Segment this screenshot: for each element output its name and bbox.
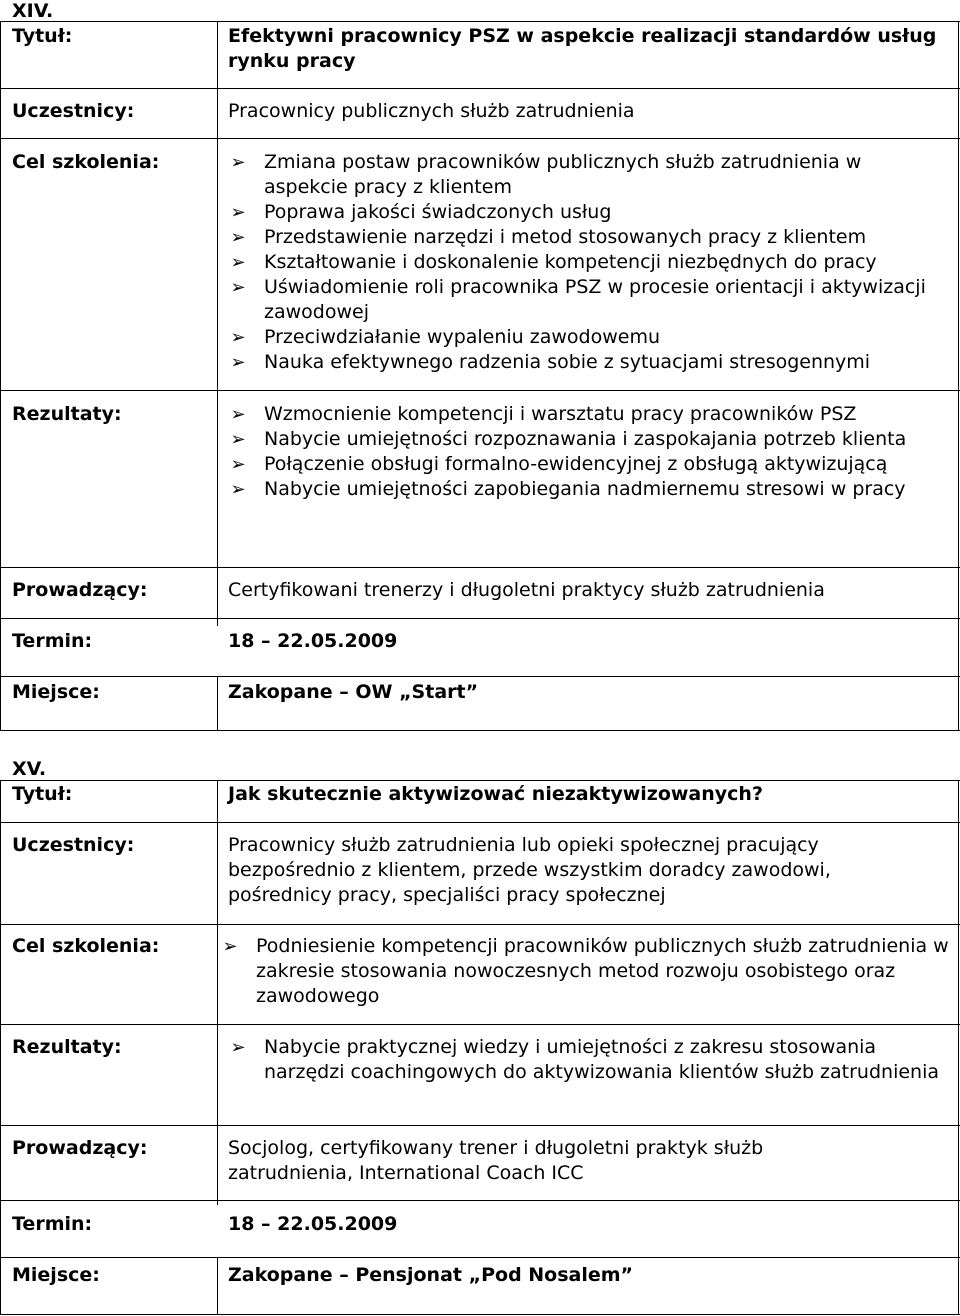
label-title: Tytuł: <box>12 783 73 805</box>
participants-text: Pracownicy publicznych służb zatrudnienia <box>228 100 635 122</box>
label-participants: Uczestnicy: <box>12 100 135 122</box>
section-number: XIV. <box>12 0 54 22</box>
arrow-bullet-icon: ➢ <box>230 404 246 425</box>
row-divider <box>0 567 960 568</box>
list-item-text: Podniesienie kompetencji pracowników publicznych służb zatrudnienia w zakresie stosowania nowoczesnych metod rozwoju osobistego oraz zawodowego <box>256 935 949 1007</box>
list-item <box>228 427 948 452</box>
training-title: Efektywni pracownicy PSZ w aspekcie realizacji standardów usług rynku pracy <box>228 25 937 72</box>
list-item <box>228 275 928 325</box>
label-date: Termin: <box>12 1213 93 1235</box>
list-item <box>228 350 928 375</box>
label-results: Rezultaty: <box>12 403 122 425</box>
participants-text: Pracownicy służb zatrudnienia lub opieki społecznej pracujący bezpośrednio z klientem, przede wszystkim doradcy zawodowi, pośrednicy pracy, specjaliści pracy społecznej <box>228 834 831 906</box>
label-trainer: Prowadzący: <box>12 579 148 601</box>
results-list <box>228 1035 948 1085</box>
goals-list <box>220 934 950 1009</box>
table-column-divider <box>217 1257 218 1314</box>
list-item <box>228 325 928 350</box>
list-item-text: Nauka efektywnego radzenia sobie z sytuacjami stresogennymi <box>264 351 871 373</box>
table-border-left <box>0 21 1 730</box>
list-item-text: Wzmocnienie kompetencji i warsztatu pracy pracowników PSZ <box>264 403 857 425</box>
list-item <box>228 250 928 275</box>
table-border-left <box>0 780 1 1314</box>
table-border-bottom <box>0 730 960 731</box>
row-divider <box>0 618 960 619</box>
results-list <box>228 402 948 502</box>
row-divider <box>0 88 960 89</box>
table-border-right <box>958 21 959 730</box>
trainer-text: Socjolog, certyfikowany trener i długoletni praktyk służb zatrudnienia, International Coach ICC <box>228 1137 764 1184</box>
row-divider <box>0 138 960 139</box>
list-item-text: Połączenie obsługi formalno-ewidencyjnej z obsługą aktywizującą <box>264 453 888 475</box>
table-border-right <box>958 780 959 1314</box>
row-divider <box>0 1257 960 1258</box>
list-item <box>228 1035 948 1085</box>
label-trainer: Prowadzący: <box>12 1137 148 1159</box>
table-column-divider <box>217 676 218 730</box>
table-border-top <box>0 780 960 781</box>
arrow-bullet-icon: ➢ <box>230 327 246 348</box>
list-item-text: Kształtowanie i doskonalenie kompetencji niezbędnych do pracy <box>264 251 877 273</box>
list-item-text: Przedstawienie narzędzi i metod stosowanych pracy z klientem <box>264 226 867 248</box>
training-title: Jak skutecznie aktywizować niezaktywizowanych? <box>228 783 763 805</box>
arrow-bullet-icon: ➢ <box>230 227 246 248</box>
date-text: 18 – 22.05.2009 <box>228 630 398 652</box>
arrow-bullet-icon: ➢ <box>230 252 246 273</box>
list-item-text: Poprawa jakości świadczonych usług <box>264 201 612 223</box>
list-item-text: Nabycie umiejętności rozpoznawania i zaspokajania potrzeb klienta <box>264 428 907 450</box>
label-results: Rezultaty: <box>12 1036 122 1058</box>
goals-list <box>228 150 928 375</box>
label-goal: Cel szkolenia: <box>12 935 160 957</box>
arrow-bullet-icon: ➢ <box>230 202 246 223</box>
place-text: Zakopane – Pensjonat „Pod Nosalem” <box>228 1264 634 1286</box>
arrow-bullet-icon: ➢ <box>230 454 246 475</box>
row-divider <box>0 1024 960 1025</box>
arrow-bullet-icon: ➢ <box>222 936 238 957</box>
label-date: Termin: <box>12 630 93 652</box>
arrow-bullet-icon: ➢ <box>230 277 246 298</box>
date-text: 18 – 22.05.2009 <box>228 1213 398 1235</box>
list-item <box>220 934 950 1009</box>
list-item <box>228 477 948 502</box>
label-title: Tytuł: <box>12 25 73 47</box>
label-place: Miejsce: <box>12 681 100 703</box>
place-text: Zakopane – OW „Start” <box>228 681 479 703</box>
arrow-bullet-icon: ➢ <box>230 1037 246 1058</box>
row-divider <box>0 676 960 677</box>
arrow-bullet-icon: ➢ <box>230 152 246 173</box>
row-divider <box>0 822 960 823</box>
row-divider <box>0 390 960 391</box>
arrow-bullet-icon: ➢ <box>230 479 246 500</box>
table-column-divider <box>217 21 218 626</box>
row-divider <box>0 1200 960 1201</box>
table-border-top <box>0 21 960 22</box>
arrow-bullet-icon: ➢ <box>230 429 246 450</box>
list-item-text: Uświadomienie roli pracownika PSZ w procesie orientacji i aktywizacji zawodowej <box>264 276 926 323</box>
label-goal: Cel szkolenia: <box>12 151 160 173</box>
row-divider <box>0 924 960 925</box>
list-item-text: Przeciwdziałanie wypaleniu zawodowemu <box>264 326 661 348</box>
list-item <box>228 150 928 200</box>
section-number: XV. <box>12 758 47 780</box>
list-item-text: Zmiana postaw pracowników publicznych służb zatrudnienia w aspekcie pracy z klientem <box>264 151 862 198</box>
table-border-bottom <box>0 1314 960 1315</box>
list-item-text: Nabycie umiejętności zapobiegania nadmiernemu stresowi w pracy <box>264 478 906 500</box>
table-column-divider <box>217 780 218 1205</box>
list-item <box>228 452 948 477</box>
list-item <box>228 200 928 225</box>
trainer-text: Certyfikowani trenerzy i długoletni praktycy służb zatrudnienia <box>228 579 825 601</box>
label-place: Miejsce: <box>12 1264 100 1286</box>
label-participants: Uczestnicy: <box>12 834 135 856</box>
row-divider <box>0 1125 960 1126</box>
arrow-bullet-icon: ➢ <box>230 352 246 373</box>
list-item <box>228 225 928 250</box>
list-item <box>228 402 948 427</box>
list-item-text: Nabycie praktycznej wiedzy i umiejętności z zakresu stosowania narzędzi coachingowych do aktywizowania klientów służb zatrudnienia <box>264 1036 940 1083</box>
